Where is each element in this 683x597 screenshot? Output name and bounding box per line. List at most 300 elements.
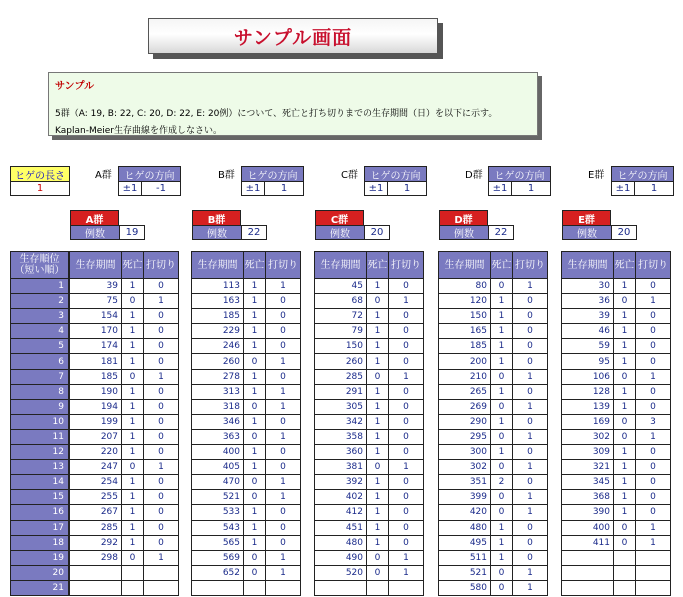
period-cell[interactable]: 543 — [192, 520, 244, 535]
censor-cell[interactable]: 1 — [513, 279, 548, 294]
censor-cell[interactable]: 0 — [266, 339, 301, 354]
death-cell[interactable]: 0 — [614, 369, 636, 384]
censor-cell[interactable]: 0 — [389, 535, 424, 550]
period-cell[interactable]: 302 — [439, 460, 491, 475]
period-cell[interactable]: 342 — [315, 414, 367, 429]
death-cell[interactable]: 1 — [614, 384, 636, 399]
period-cell[interactable]: 520 — [315, 565, 367, 580]
period-cell[interactable]: 80 — [439, 279, 491, 294]
death-cell[interactable]: 1 — [367, 475, 389, 490]
death-cell[interactable] — [244, 580, 266, 595]
death-cell[interactable]: 1 — [122, 384, 144, 399]
censor-cell[interactable]: 1 — [266, 429, 301, 444]
censor-cell[interactable]: 0 — [389, 490, 424, 505]
period-cell[interactable]: 533 — [192, 505, 244, 520]
death-cell[interactable]: 0 — [491, 505, 513, 520]
death-cell[interactable]: 0 — [122, 550, 144, 565]
period-cell[interactable]: 30 — [562, 279, 614, 294]
period-cell[interactable]: 260 — [192, 354, 244, 369]
death-cell[interactable]: 0 — [367, 550, 389, 565]
death-cell[interactable]: 2 — [491, 475, 513, 490]
censor-cell[interactable]: 1 — [266, 279, 301, 294]
death-cell[interactable]: 0 — [367, 460, 389, 475]
censor-cell[interactable]: 1 — [389, 550, 424, 565]
death-cell[interactable]: 1 — [367, 324, 389, 339]
death-cell[interactable]: 1 — [122, 535, 144, 550]
period-cell[interactable]: 269 — [439, 399, 491, 414]
period-cell[interactable]: 194 — [70, 399, 122, 414]
death-cell[interactable]: 1 — [614, 354, 636, 369]
censor-cell[interactable]: 1 — [636, 294, 671, 309]
death-cell[interactable]: 1 — [367, 490, 389, 505]
censor-cell[interactable]: 1 — [266, 399, 301, 414]
censor-cell[interactable]: 1 — [636, 369, 671, 384]
censor-cell[interactable]: 0 — [389, 279, 424, 294]
period-cell[interactable]: 345 — [562, 475, 614, 490]
period-cell[interactable]: 652 — [192, 565, 244, 580]
censor-cell[interactable]: 0 — [266, 414, 301, 429]
censor-cell[interactable]: 0 — [389, 399, 424, 414]
death-cell[interactable]: 1 — [614, 324, 636, 339]
period-cell[interactable]: 181 — [70, 354, 122, 369]
death-cell[interactable]: 1 — [244, 445, 266, 460]
death-cell[interactable]: 0 — [244, 550, 266, 565]
death-cell[interactable]: 0 — [244, 399, 266, 414]
censor-cell[interactable]: 0 — [513, 445, 548, 460]
censor-cell[interactable]: 1 — [266, 354, 301, 369]
death-cell[interactable]: 1 — [491, 535, 513, 550]
period-cell[interactable]: 295 — [439, 429, 491, 444]
censor-cell[interactable]: 0 — [144, 535, 179, 550]
period-cell[interactable]: 163 — [192, 294, 244, 309]
censor-cell[interactable]: 0 — [513, 475, 548, 490]
death-cell[interactable] — [614, 580, 636, 595]
death-cell[interactable]: 1 — [367, 309, 389, 324]
death-cell[interactable]: 1 — [367, 445, 389, 460]
period-cell[interactable]: 305 — [315, 399, 367, 414]
death-cell[interactable]: 1 — [367, 520, 389, 535]
censor-cell[interactable]: 0 — [144, 520, 179, 535]
period-cell[interactable]: 220 — [70, 445, 122, 460]
censor-cell[interactable]: 0 — [513, 324, 548, 339]
period-cell[interactable]: 59 — [562, 339, 614, 354]
period-cell[interactable]: 565 — [192, 535, 244, 550]
censor-cell[interactable]: 0 — [144, 384, 179, 399]
censor-cell[interactable]: 0 — [513, 294, 548, 309]
period-cell[interactable]: 412 — [315, 505, 367, 520]
death-cell[interactable]: 1 — [491, 324, 513, 339]
whisker-direction-value[interactable]: 1 — [264, 181, 304, 196]
death-cell[interactable]: 0 — [491, 580, 513, 595]
death-cell[interactable]: 1 — [244, 324, 266, 339]
period-cell[interactable]: 298 — [70, 550, 122, 565]
death-cell[interactable]: 0 — [367, 369, 389, 384]
period-cell[interactable]: 511 — [439, 550, 491, 565]
period-cell[interactable]: 285 — [315, 369, 367, 384]
death-cell[interactable]: 1 — [614, 339, 636, 354]
censor-cell[interactable]: 0 — [266, 369, 301, 384]
period-cell[interactable]: 313 — [192, 384, 244, 399]
period-cell[interactable]: 128 — [562, 384, 614, 399]
death-cell[interactable]: 1 — [244, 535, 266, 550]
censor-cell[interactable]: 1 — [513, 505, 548, 520]
period-cell[interactable]: 399 — [439, 490, 491, 505]
censor-cell[interactable]: 0 — [513, 520, 548, 535]
censor-cell[interactable]: 0 — [513, 354, 548, 369]
period-cell[interactable]: 200 — [439, 354, 491, 369]
period-cell[interactable]: 351 — [439, 475, 491, 490]
censor-cell[interactable] — [636, 550, 671, 565]
censor-cell[interactable]: 0 — [389, 324, 424, 339]
death-cell[interactable]: 1 — [614, 309, 636, 324]
censor-cell[interactable]: 0 — [513, 384, 548, 399]
censor-cell[interactable]: 1 — [266, 565, 301, 580]
censor-cell[interactable]: 0 — [636, 354, 671, 369]
censor-cell[interactable]: 0 — [513, 535, 548, 550]
censor-cell[interactable]: 0 — [513, 339, 548, 354]
period-cell[interactable]: 420 — [439, 505, 491, 520]
censor-cell[interactable]: 0 — [636, 309, 671, 324]
death-cell[interactable] — [614, 565, 636, 580]
censor-cell[interactable]: 0 — [389, 384, 424, 399]
period-cell[interactable]: 170 — [70, 324, 122, 339]
whisker-direction-value[interactable]: 1 — [387, 181, 427, 196]
censor-cell[interactable]: 0 — [636, 339, 671, 354]
censor-cell[interactable]: 0 — [266, 294, 301, 309]
censor-cell[interactable]: 0 — [636, 475, 671, 490]
period-cell[interactable]: 402 — [315, 490, 367, 505]
death-cell[interactable]: 1 — [122, 339, 144, 354]
censor-cell[interactable]: 0 — [636, 490, 671, 505]
censor-cell[interactable]: 0 — [144, 399, 179, 414]
censor-cell[interactable]: 1 — [266, 550, 301, 565]
period-cell[interactable]: 36 — [562, 294, 614, 309]
death-cell[interactable]: 1 — [122, 475, 144, 490]
censor-cell[interactable]: 0 — [389, 520, 424, 535]
period-cell[interactable]: 291 — [315, 384, 367, 399]
period-cell[interactable]: 246 — [192, 339, 244, 354]
death-cell[interactable]: 0 — [122, 460, 144, 475]
censor-cell[interactable]: 1 — [266, 384, 301, 399]
censor-cell[interactable]: 3 — [636, 414, 671, 429]
period-cell[interactable]: 569 — [192, 550, 244, 565]
censor-cell[interactable]: 1 — [513, 369, 548, 384]
period-cell[interactable]: 360 — [315, 445, 367, 460]
censor-cell[interactable]: 0 — [513, 309, 548, 324]
death-cell[interactable]: 0 — [244, 475, 266, 490]
death-cell[interactable]: 1 — [491, 354, 513, 369]
period-cell[interactable]: 260 — [315, 354, 367, 369]
death-cell[interactable]: 1 — [614, 460, 636, 475]
death-cell[interactable]: 0 — [244, 565, 266, 580]
death-cell[interactable]: 1 — [244, 294, 266, 309]
death-cell[interactable]: 1 — [367, 339, 389, 354]
period-cell[interactable]: 318 — [192, 399, 244, 414]
death-cell[interactable]: 0 — [244, 354, 266, 369]
death-cell[interactable]: 0 — [244, 429, 266, 444]
death-cell[interactable]: 1 — [491, 414, 513, 429]
censor-cell[interactable]: 1 — [513, 580, 548, 595]
period-cell[interactable]: 255 — [70, 490, 122, 505]
death-cell[interactable]: 1 — [367, 384, 389, 399]
death-cell[interactable]: 1 — [244, 369, 266, 384]
censor-cell[interactable] — [144, 565, 179, 580]
period-cell[interactable]: 278 — [192, 369, 244, 384]
censor-cell[interactable]: 0 — [636, 505, 671, 520]
period-cell[interactable]: 199 — [70, 414, 122, 429]
period-cell[interactable]: 381 — [315, 460, 367, 475]
period-cell[interactable]: 207 — [70, 429, 122, 444]
death-cell[interactable]: 1 — [244, 460, 266, 475]
death-cell[interactable] — [367, 580, 389, 595]
period-cell[interactable]: 358 — [315, 429, 367, 444]
death-cell[interactable]: 1 — [491, 309, 513, 324]
period-cell[interactable]: 495 — [439, 535, 491, 550]
censor-cell[interactable]: 0 — [389, 309, 424, 324]
period-cell[interactable]: 46 — [562, 324, 614, 339]
death-cell[interactable]: 0 — [614, 414, 636, 429]
death-cell[interactable]: 1 — [367, 279, 389, 294]
censor-cell[interactable]: 1 — [144, 369, 179, 384]
death-cell[interactable]: 1 — [614, 475, 636, 490]
censor-cell[interactable] — [636, 565, 671, 580]
death-cell[interactable]: 1 — [367, 535, 389, 550]
period-cell[interactable]: 309 — [562, 445, 614, 460]
period-cell[interactable]: 265 — [439, 384, 491, 399]
censor-cell[interactable]: 1 — [513, 565, 548, 580]
censor-cell[interactable]: 0 — [144, 279, 179, 294]
censor-cell[interactable]: 0 — [266, 505, 301, 520]
censor-cell[interactable]: 0 — [389, 475, 424, 490]
censor-cell[interactable]: 0 — [144, 505, 179, 520]
death-cell[interactable]: 1 — [614, 399, 636, 414]
censor-cell[interactable]: 0 — [389, 505, 424, 520]
death-cell[interactable]: 1 — [244, 414, 266, 429]
death-cell[interactable]: 1 — [614, 279, 636, 294]
death-cell[interactable]: 0 — [491, 429, 513, 444]
censor-cell[interactable]: 0 — [389, 429, 424, 444]
death-cell[interactable]: 1 — [491, 384, 513, 399]
death-cell[interactable]: 1 — [244, 505, 266, 520]
death-cell[interactable]: 1 — [614, 505, 636, 520]
death-cell[interactable]: 1 — [491, 339, 513, 354]
censor-cell[interactable]: 0 — [144, 354, 179, 369]
death-cell[interactable]: 1 — [122, 279, 144, 294]
death-cell[interactable]: 0 — [367, 565, 389, 580]
death-cell[interactable]: 0 — [122, 369, 144, 384]
death-cell[interactable]: 1 — [367, 399, 389, 414]
period-cell[interactable]: 451 — [315, 520, 367, 535]
death-cell[interactable]: 1 — [122, 490, 144, 505]
death-cell[interactable]: 1 — [244, 309, 266, 324]
death-cell[interactable] — [122, 565, 144, 580]
death-cell[interactable]: 0 — [491, 279, 513, 294]
death-cell[interactable]: 1 — [122, 505, 144, 520]
period-cell[interactable]: 368 — [562, 490, 614, 505]
death-cell[interactable]: 0 — [614, 294, 636, 309]
period-cell[interactable]: 165 — [439, 324, 491, 339]
censor-cell[interactable]: 0 — [266, 535, 301, 550]
death-cell[interactable]: 1 — [491, 445, 513, 460]
death-cell[interactable]: 0 — [491, 369, 513, 384]
period-cell[interactable]: 120 — [439, 294, 491, 309]
period-cell[interactable]: 185 — [439, 339, 491, 354]
period-cell[interactable]: 292 — [70, 535, 122, 550]
period-cell[interactable]: 521 — [439, 565, 491, 580]
censor-cell[interactable]: 1 — [636, 520, 671, 535]
censor-cell[interactable]: 0 — [266, 324, 301, 339]
period-cell[interactable]: 39 — [562, 309, 614, 324]
death-cell[interactable]: 1 — [244, 384, 266, 399]
censor-cell[interactable]: 1 — [144, 550, 179, 565]
period-cell[interactable]: 400 — [562, 520, 614, 535]
period-cell[interactable]: 185 — [70, 369, 122, 384]
death-cell[interactable]: 1 — [244, 520, 266, 535]
death-cell[interactable]: 1 — [614, 445, 636, 460]
censor-cell[interactable]: 1 — [389, 460, 424, 475]
censor-cell[interactable]: 1 — [636, 535, 671, 550]
death-cell[interactable]: 1 — [122, 445, 144, 460]
censor-cell[interactable]: 1 — [389, 294, 424, 309]
censor-cell[interactable]: 0 — [389, 414, 424, 429]
period-cell[interactable]: 113 — [192, 279, 244, 294]
period-cell[interactable]: 521 — [192, 490, 244, 505]
censor-cell[interactable]: 1 — [389, 369, 424, 384]
censor-cell[interactable]: 1 — [636, 429, 671, 444]
death-cell[interactable]: 1 — [367, 414, 389, 429]
period-cell[interactable]: 169 — [562, 414, 614, 429]
period-cell[interactable]: 480 — [315, 535, 367, 550]
death-cell[interactable]: 1 — [122, 309, 144, 324]
period-cell[interactable]: 150 — [315, 339, 367, 354]
period-cell[interactable]: 39 — [70, 279, 122, 294]
death-cell[interactable]: 0 — [614, 535, 636, 550]
censor-cell[interactable]: 0 — [266, 520, 301, 535]
death-cell[interactable] — [614, 550, 636, 565]
period-cell[interactable]: 400 — [192, 445, 244, 460]
death-cell[interactable]: 1 — [367, 429, 389, 444]
death-cell[interactable]: 1 — [244, 339, 266, 354]
whisker-direction-value[interactable]: -1 — [141, 181, 181, 196]
death-cell[interactable]: 1 — [367, 354, 389, 369]
period-cell[interactable]: 150 — [439, 309, 491, 324]
period-cell[interactable] — [70, 565, 122, 580]
period-cell[interactable]: 302 — [562, 429, 614, 444]
period-cell[interactable]: 95 — [562, 354, 614, 369]
period-cell[interactable]: 75 — [70, 294, 122, 309]
death-cell[interactable]: 0 — [614, 520, 636, 535]
censor-cell[interactable] — [266, 580, 301, 595]
censor-cell[interactable]: 0 — [389, 445, 424, 460]
death-cell[interactable]: 0 — [367, 294, 389, 309]
death-cell[interactable]: 0 — [491, 460, 513, 475]
period-cell[interactable]: 210 — [439, 369, 491, 384]
period-cell[interactable] — [562, 565, 614, 580]
censor-cell[interactable]: 0 — [144, 445, 179, 460]
whisker-direction-value[interactable]: 1 — [511, 181, 551, 196]
period-cell[interactable]: 79 — [315, 324, 367, 339]
death-cell[interactable]: 0 — [491, 399, 513, 414]
period-cell[interactable]: 45 — [315, 279, 367, 294]
censor-cell[interactable]: 0 — [636, 324, 671, 339]
censor-cell[interactable]: 1 — [266, 475, 301, 490]
censor-cell[interactable]: 1 — [144, 460, 179, 475]
death-cell[interactable]: 1 — [491, 520, 513, 535]
censor-cell[interactable] — [389, 580, 424, 595]
censor-cell[interactable]: 0 — [266, 309, 301, 324]
death-cell[interactable]: 1 — [491, 550, 513, 565]
period-cell[interactable]: 139 — [562, 399, 614, 414]
period-cell[interactable] — [562, 550, 614, 565]
period-cell[interactable]: 267 — [70, 505, 122, 520]
period-cell[interactable]: 290 — [439, 414, 491, 429]
censor-cell[interactable]: 0 — [513, 414, 548, 429]
death-cell[interactable]: 1 — [122, 354, 144, 369]
censor-cell[interactable]: 1 — [513, 490, 548, 505]
period-cell[interactable]: 68 — [315, 294, 367, 309]
period-cell[interactable] — [315, 580, 367, 595]
censor-cell[interactable]: 0 — [636, 460, 671, 475]
censor-cell[interactable]: 0 — [144, 324, 179, 339]
censor-cell[interactable]: 0 — [144, 475, 179, 490]
censor-cell[interactable]: 0 — [636, 384, 671, 399]
censor-cell[interactable]: 1 — [513, 460, 548, 475]
death-cell[interactable]: 0 — [122, 294, 144, 309]
censor-cell[interactable]: 0 — [266, 445, 301, 460]
period-cell[interactable]: 254 — [70, 475, 122, 490]
censor-cell[interactable]: 0 — [389, 354, 424, 369]
period-cell[interactable]: 480 — [439, 520, 491, 535]
period-cell[interactable]: 300 — [439, 445, 491, 460]
censor-cell[interactable]: 1 — [266, 490, 301, 505]
censor-cell[interactable]: 0 — [144, 414, 179, 429]
censor-cell[interactable]: 0 — [144, 339, 179, 354]
period-cell[interactable]: 72 — [315, 309, 367, 324]
censor-cell[interactable] — [144, 580, 179, 595]
death-cell[interactable]: 1 — [122, 414, 144, 429]
period-cell[interactable]: 321 — [562, 460, 614, 475]
censor-cell[interactable]: 0 — [144, 429, 179, 444]
period-cell[interactable] — [70, 580, 122, 595]
death-cell[interactable]: 1 — [491, 294, 513, 309]
period-cell[interactable]: 405 — [192, 460, 244, 475]
death-cell[interactable]: 0 — [491, 565, 513, 580]
censor-cell[interactable]: 0 — [513, 550, 548, 565]
censor-cell[interactable]: 0 — [636, 279, 671, 294]
censor-cell[interactable]: 1 — [513, 429, 548, 444]
whisker-length-value[interactable]: 1 — [10, 181, 70, 196]
death-cell[interactable]: 1 — [122, 399, 144, 414]
death-cell[interactable]: 1 — [244, 279, 266, 294]
period-cell[interactable]: 392 — [315, 475, 367, 490]
period-cell[interactable]: 346 — [192, 414, 244, 429]
period-cell[interactable] — [192, 580, 244, 595]
period-cell[interactable]: 490 — [315, 550, 367, 565]
death-cell[interactable]: 1 — [122, 324, 144, 339]
period-cell[interactable]: 470 — [192, 475, 244, 490]
whisker-direction-value[interactable]: 1 — [634, 181, 674, 196]
period-cell[interactable]: 190 — [70, 384, 122, 399]
censor-cell[interactable]: 0 — [636, 399, 671, 414]
censor-cell[interactable]: 0 — [144, 490, 179, 505]
period-cell[interactable]: 285 — [70, 520, 122, 535]
censor-cell[interactable]: 0 — [636, 445, 671, 460]
death-cell[interactable]: 0 — [244, 490, 266, 505]
censor-cell[interactable]: 0 — [266, 460, 301, 475]
death-cell[interactable] — [122, 580, 144, 595]
death-cell[interactable]: 1 — [122, 520, 144, 535]
period-cell[interactable]: 229 — [192, 324, 244, 339]
